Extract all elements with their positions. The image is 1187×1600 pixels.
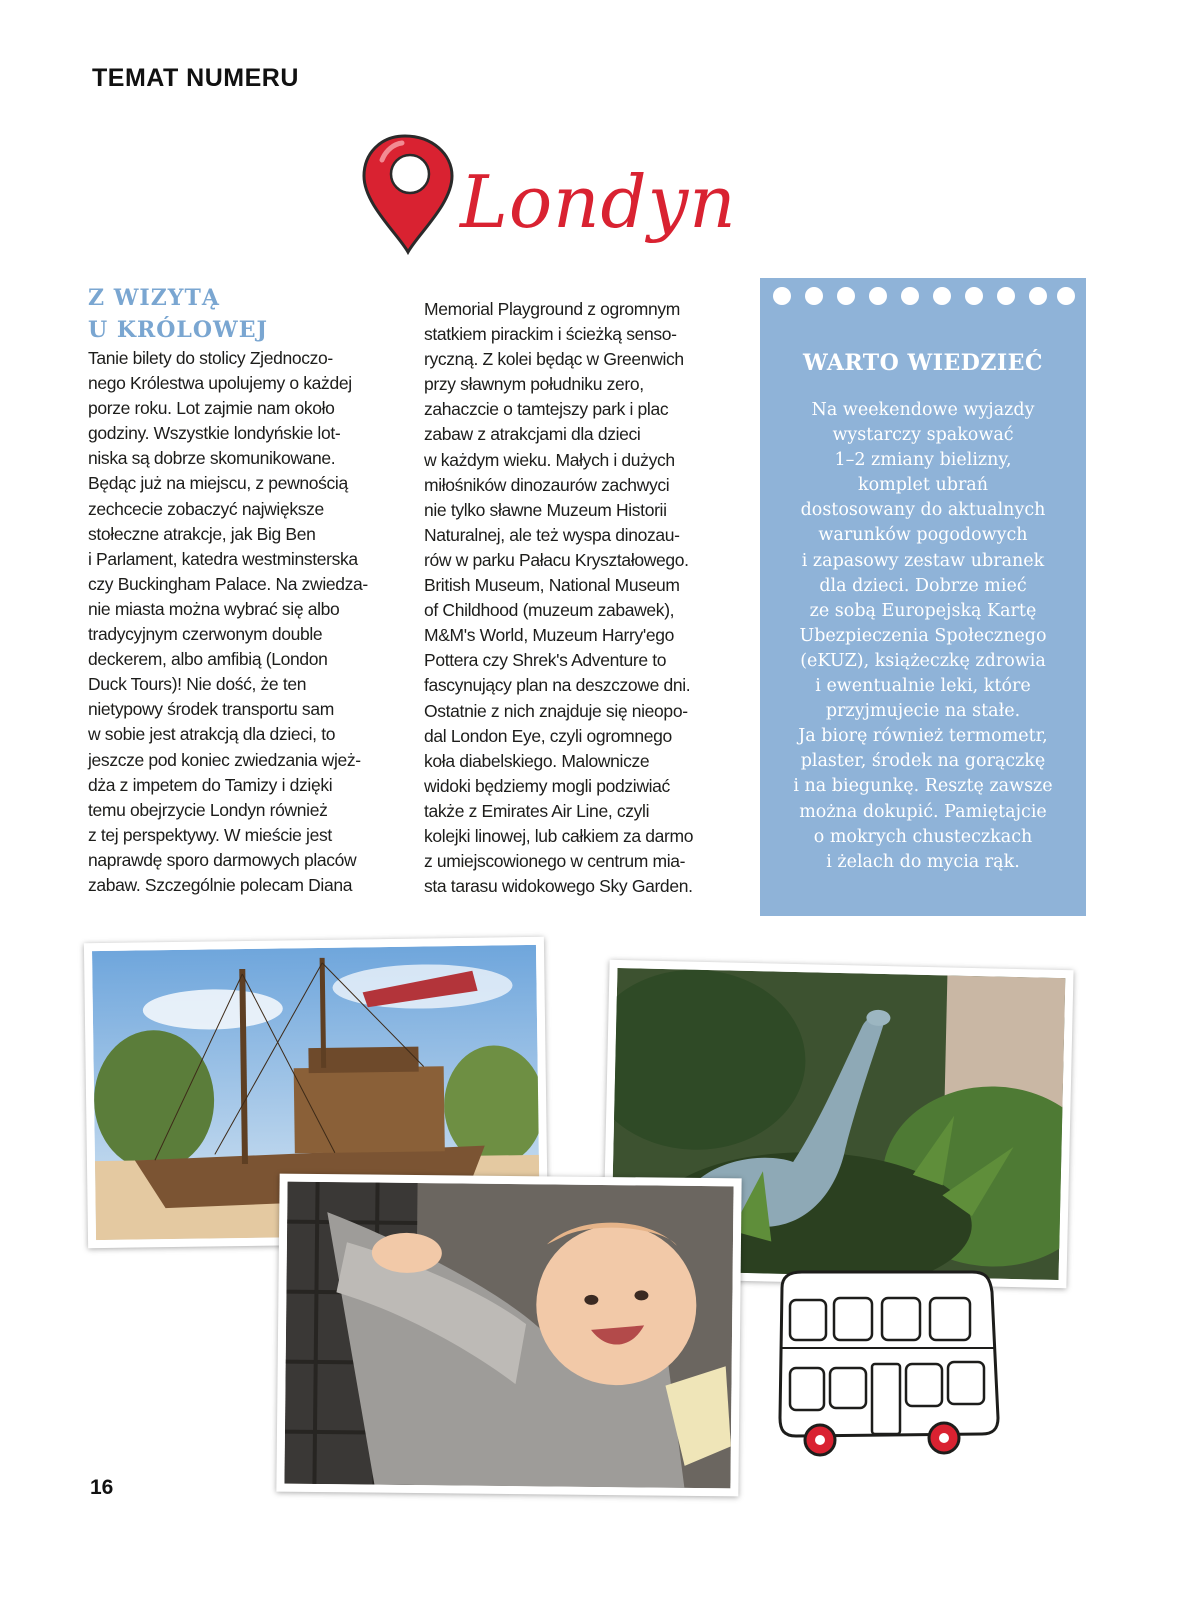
article-column-1: Tanie bilety do stolicy Zjednoczo- nego Królestwa upolujemy o każdej porze roku. Lot zajmie nam około godziny. Wszystkie londyńskie lot- niska są dobrze skomunikowane. Będąc już na miejscu, z pewnością zechcecie zobaczyć największe stołeczne atrakcje, jak Big Ben i Parlament, katedra westminsterska czy Buckingham Palace. Na zwiedza- nie miasta można wybrać się albo tradycyjnym czerwonym double deckerem, albo amfibią (London Duck Tours)! Nie dość, że ten nietypowy środek transportu sam w sobie jest atrakcją dla dzieci, to jeszcze pod koniec zwiedzania wjeż- dża z impetem do Tamizy i dzięki temu obejrzycie Londyn również z tej perspektywy. W mieście jest naprawdę sporo darmowych placów zabaw. Szczególnie polecam Diana [88,348,368,895]
article-heading [88,282,388,346]
photo-baby-carrier [276,1174,741,1497]
article-heading-line: U KRÓLOWEJ [88,317,268,343]
title-block [360,130,780,290]
article-heading-line: Z WIZYTĄ [88,285,220,311]
info-heading: WARTO WIEDZIEĆ [803,350,1043,376]
double-decker-bus-icon [772,1268,1004,1468]
page-number: 16 [90,1476,114,1499]
page-title: Londyn [460,160,737,244]
notebook-holes [760,270,1086,320]
section-label: TEMAT NUMERU [92,64,299,92]
location-pin-icon [360,130,460,260]
article-column-2: Memorial Playground z ogromnym statkiem pirackim i ścieżką senso- ryczną. Z kolei będąc w Greenwich przy sławnym południku zero, zahaczcie o tamtejszy park i plac zabaw z atrakcjami dla dzieci w każdym wieku. Małych i dużych miłośników dinozaurów zachwyci nie tylko sławne Muzeum Historii Naturalnej, ale też wyspa dinozau- rów w parku Pałacu Kryształowego. British Museum, National Museum of Childhood (muzeum zabawek), M&M's World, Muzeum Harry'ego Pottera czy Shrek's Adventure to fascynujący plan na deszczowe dni. Ostatnie z nich znajduje się nieopo- dal London Eye, czyli ogromnego koła diabelskiego. Malownicze widoki będziemy mogli podziwiać także z Emirates Air Line, czyli kolejki linowej, lub całkiem za darmo z umiejscowionego w centrum mia- sta tarasu widokowego Sky Garden. [424,299,694,897]
info-text: Na weekendowe wyjazdy wystarczy spakować 1–2 zmiany bielizny, komplet ubrań dostosowany do aktualnych warunków pogodowych i zapasowy zestaw ubranek dla dzieci. Dobrze mieć ze sobą Europejską Kartę Ubezpieczenia Społecznego (eKUZ), książeczkę zdrowia i ewentualnie leki, które przyjmujecie na stałe. Ja biorę również termometr, plaster, środek na gorączkę i na biegunkę. Resztę zawsze można dokupić. Pamiętajcie o mokrych chusteczkach i żelach do mycia rąk. [793,400,1053,872]
baby-carrier-image [284,1182,733,1489]
